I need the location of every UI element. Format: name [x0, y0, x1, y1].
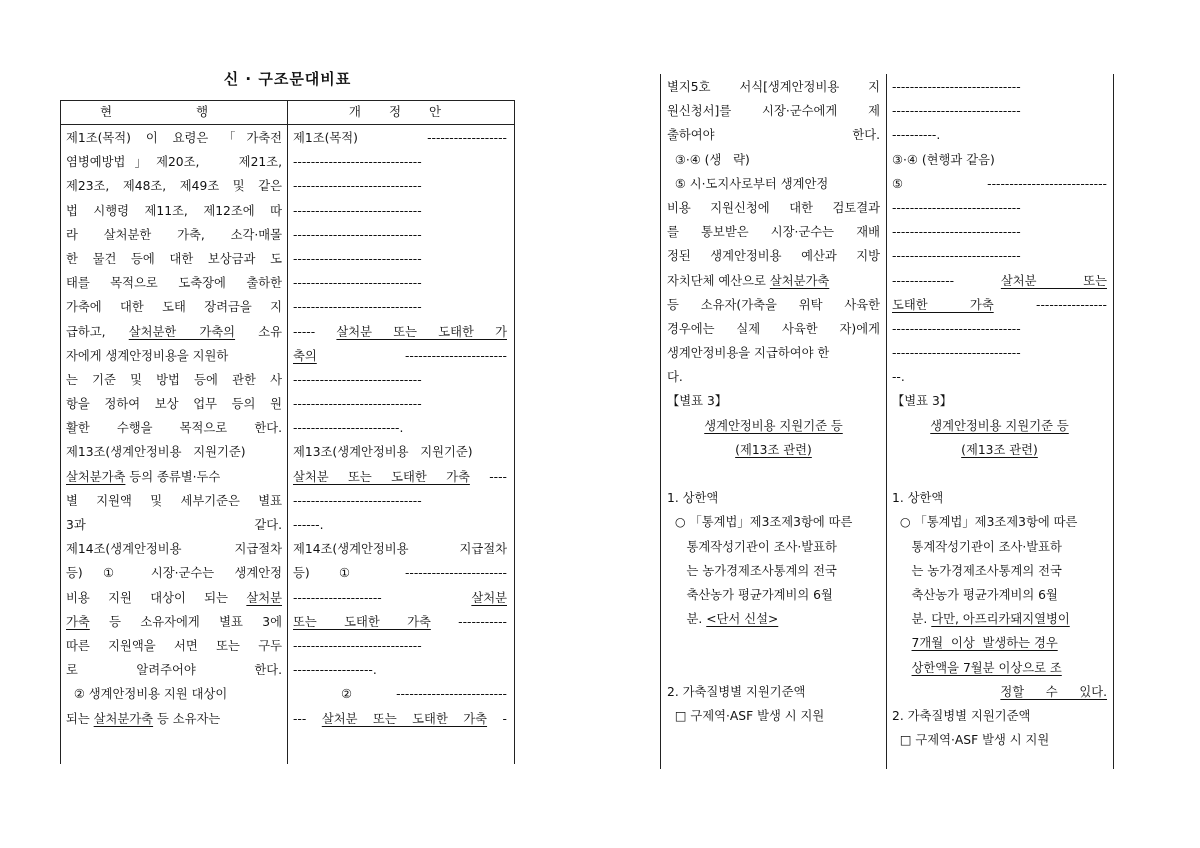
- text-segment: 분.: [667, 612, 707, 627]
- text-segment: -----------------------------: [293, 155, 422, 170]
- underlined-text: 정할 수 있다.: [1000, 684, 1108, 699]
- text-line: [667, 462, 880, 486]
- header-revised: [288, 101, 514, 123]
- text-segment: 3과 같다.: [66, 518, 282, 532]
- underlined-text: 생계안정비용 지원기준 등: [704, 418, 843, 433]
- underlined-text: 가축: [66, 614, 90, 629]
- text-segment: 는 농가경제조사통계의 전국: [667, 563, 837, 578]
- text-segment: 라 살처분한 가축, 소각·매몰: [66, 227, 282, 242]
- text-segment: 소유: [235, 324, 282, 339]
- text-segment: 축산농가 평균가계비의 6월: [892, 587, 1058, 602]
- text-segment: ----------.: [892, 128, 941, 143]
- text-segment: 염병예방법」제20조, 제21조,: [66, 155, 282, 170]
- table-middle-border: [287, 100, 288, 764]
- text-segment: 출하여야 한다.: [667, 128, 880, 143]
- text-line: [892, 631, 1107, 655]
- text-line: [892, 123, 1107, 147]
- text-line: [667, 244, 880, 268]
- text-line: [293, 174, 507, 198]
- underlined-text: (제13조 관련): [961, 442, 1038, 457]
- text-line: [892, 365, 1107, 389]
- text-segment: ----: [469, 469, 507, 484]
- text-line: [892, 438, 1107, 462]
- text-segment: 한 물건 등에 대한 보상금과 도: [66, 251, 282, 266]
- text-line: [66, 440, 282, 464]
- text-segment: -----------: [430, 614, 507, 629]
- text-line: [66, 199, 282, 223]
- text-line: [892, 462, 1107, 486]
- header-current-label: 현 행: [99, 104, 249, 119]
- text-segment: □ 구제역·ASF 발생 시 지원: [892, 733, 1050, 748]
- text-segment: -----------------------------: [293, 397, 422, 412]
- text-segment: 항을 정하여 보상 업무 등의 원: [66, 397, 282, 412]
- text-line: [667, 317, 880, 341]
- text-line: [892, 510, 1107, 534]
- text-line: [293, 489, 507, 513]
- text-segment: -----------------------------: [293, 493, 422, 508]
- text-segment: 등의 종류별·두수: [125, 469, 221, 484]
- text-line: [293, 440, 507, 464]
- text-segment: 축산농가 평균가계비의 6월: [667, 587, 833, 602]
- text-line: [667, 148, 880, 172]
- text-line: [293, 126, 507, 150]
- text-line: [667, 486, 880, 510]
- text-line: [66, 150, 282, 174]
- text-line: [892, 656, 1107, 680]
- table-left-border: [60, 100, 61, 764]
- text-line: [892, 607, 1107, 631]
- text-line: [293, 320, 507, 344]
- text-segment: 자치단체 예산으로: [667, 273, 770, 288]
- text-line: [667, 172, 880, 196]
- text-segment: --.: [892, 370, 905, 385]
- page1-current-column: [66, 126, 282, 731]
- text-segment: ○ 「통계법」제3조제3항에 따른: [667, 515, 853, 530]
- text-segment: --------------------: [293, 590, 472, 605]
- text-segment: 따른 지원액을 서면 또는 구두: [66, 638, 282, 653]
- text-line: [293, 707, 507, 731]
- underlined-text: 생계안정비용 지원기준 등: [930, 418, 1069, 433]
- text-line: [892, 196, 1107, 220]
- text-segment: 제1조(목적) 이 요령은 「가축전: [66, 131, 282, 145]
- text-line: [66, 489, 282, 513]
- text-segment: -----: [293, 324, 337, 339]
- text-line: [667, 583, 880, 607]
- text-segment: 를 통보받은 시장·군수는 재배: [667, 225, 880, 240]
- text-line: [293, 465, 507, 489]
- text-segment: 등 소유자(가축을 위탁 사육한: [667, 297, 880, 312]
- text-line: [892, 486, 1107, 510]
- text-line: [293, 199, 507, 223]
- text-line: [667, 704, 880, 728]
- text-segment: 는 기준 및 방법 등에 관한 사: [66, 372, 282, 387]
- text-segment: [892, 661, 912, 675]
- text-line: [667, 656, 880, 680]
- text-line: [892, 293, 1107, 317]
- text-line: [66, 174, 282, 198]
- text-line: [293, 658, 507, 682]
- text-segment: 통계작성기관이 조사·발표하: [892, 539, 1062, 554]
- text-line: [892, 75, 1107, 99]
- underlined-text: 살처분: [246, 590, 282, 605]
- text-segment: [892, 685, 1000, 699]
- underlined-text: (제13조 관련): [735, 442, 812, 457]
- text-line: [293, 634, 507, 658]
- text-segment: ⑤ 시·도지사로부터 생계안정: [667, 176, 829, 191]
- underlined-text: <단서 신설>: [706, 612, 779, 627]
- text-line: [293, 392, 507, 416]
- text-segment: 로 알려주어야 한다.: [66, 663, 282, 678]
- header-current: [61, 101, 287, 123]
- text-line: [293, 513, 507, 537]
- text-segment: -----------------------------: [892, 80, 1021, 94]
- text-line: [892, 99, 1107, 123]
- text-segment: 경우에는 실제 사육한 자)에게: [667, 321, 880, 336]
- text-line: [892, 269, 1107, 293]
- text-line: [892, 172, 1107, 196]
- text-line: [892, 414, 1107, 438]
- text-segment: -----------------------------: [293, 203, 422, 218]
- text-segment: -----------------------------: [892, 200, 1021, 215]
- text-segment: 는 농가경제조사통계의 전국: [892, 563, 1062, 578]
- page2-revised-column: [892, 75, 1107, 752]
- text-segment: ------------------.: [293, 663, 377, 678]
- text-segment: ② -------------------------: [293, 687, 507, 702]
- text-segment: 활한 수행을 목적으로 한다.: [66, 421, 282, 436]
- text-segment: ------------------------.: [293, 421, 404, 436]
- text-segment: 비용 지원 대상이 되는: [66, 590, 247, 605]
- text-segment: ⑤ ---------------------------: [892, 176, 1107, 191]
- text-line: [293, 271, 507, 295]
- text-line: [293, 416, 507, 440]
- text-segment: 법 시행령 제11조, 제12조에 따: [66, 203, 282, 218]
- text-segment: ③·④ (생 략): [667, 152, 750, 167]
- text-segment: -----------------------------: [293, 276, 422, 291]
- text-line: [892, 341, 1107, 365]
- text-line: [892, 704, 1107, 728]
- text-segment: -----------------------------: [892, 321, 1021, 336]
- page2-left-border: [660, 74, 661, 769]
- text-line: [293, 561, 507, 585]
- underlined-text: 살처분가축: [93, 711, 154, 726]
- text-segment: -: [487, 711, 507, 726]
- text-line: [892, 583, 1107, 607]
- text-segment: 1. 상한액: [892, 491, 944, 506]
- text-segment: -----------------------------: [293, 638, 422, 653]
- text-segment: ----------------: [993, 297, 1107, 312]
- text-line: [667, 510, 880, 534]
- text-segment: 다.: [667, 370, 683, 385]
- text-line: [66, 271, 282, 295]
- page2-current-column: [667, 75, 880, 728]
- page2-middle-border: [886, 74, 887, 769]
- text-segment: 등 소유자는: [153, 711, 221, 726]
- text-line: [667, 293, 880, 317]
- text-segment: [892, 636, 912, 650]
- text-line: [667, 196, 880, 220]
- text-segment: ③·④ (현행과 같음): [892, 152, 995, 167]
- text-line: [66, 223, 282, 247]
- text-segment: 원신청서]를 시장·군수에게 제: [667, 104, 880, 119]
- text-line: [667, 269, 880, 293]
- text-line: [892, 535, 1107, 559]
- text-segment: -----------------------------: [293, 251, 422, 266]
- text-line: [667, 99, 880, 123]
- page1-revised-column: [293, 126, 507, 731]
- text-segment: -----------------------------: [892, 346, 1021, 361]
- text-segment: 가축에 대한 도태 장려금을 지: [66, 300, 282, 315]
- text-line: [66, 368, 282, 392]
- text-segment: 1. 상한액: [667, 491, 719, 506]
- text-line: [667, 220, 880, 244]
- text-line: [66, 610, 282, 634]
- text-line: [892, 559, 1107, 583]
- text-segment: 2. 가축질병별 지원기준액: [892, 708, 1031, 723]
- text-line: [66, 634, 282, 658]
- text-line: [66, 682, 282, 706]
- text-segment: 급하고,: [66, 324, 129, 339]
- text-line: [892, 728, 1107, 752]
- text-line: [66, 513, 282, 537]
- underlined-text: 다만, 아프리카돼지열병이: [931, 612, 1070, 627]
- text-segment: -----------------------------: [293, 300, 422, 315]
- text-segment: 제13조(생계안정비용 지원기준): [293, 445, 473, 460]
- text-line: [667, 680, 880, 704]
- text-segment: 정된 생계안정비용 예산과 지방: [667, 249, 880, 264]
- text-segment: 【별표 3】: [667, 394, 728, 409]
- text-line: [66, 416, 282, 440]
- text-segment: 제14조(생계안정비용 지급절차: [293, 542, 507, 557]
- underlined-text: 살처분가축: [66, 469, 126, 484]
- text-line: [892, 220, 1107, 244]
- text-segment: -----------------------------: [892, 104, 1021, 119]
- text-line: [66, 586, 282, 610]
- underlined-text: 살처분한 가축의: [128, 324, 236, 339]
- underlined-text: 축의: [293, 348, 317, 363]
- text-segment: 등 소유자에게 별표 3에: [89, 614, 282, 629]
- text-line: [293, 223, 507, 247]
- text-segment: 제1조(목적) ------------------: [293, 131, 507, 145]
- text-line: [892, 244, 1107, 268]
- underlined-text: 살처분 또는: [1000, 273, 1107, 288]
- text-segment: 통계작성기관이 조사·발표하: [667, 539, 837, 554]
- text-line: [667, 559, 880, 583]
- text-segment: ② 생계안정비용 지원 대상이: [66, 687, 228, 702]
- text-segment: -----------------------------: [293, 372, 422, 387]
- underlined-text: 살처분가축: [769, 273, 830, 288]
- text-line: [892, 389, 1107, 413]
- text-line: [293, 247, 507, 271]
- text-line: [667, 535, 880, 559]
- text-line: [293, 586, 507, 610]
- text-line: [293, 150, 507, 174]
- underlined-text: 살처분 또는 도태한 가축: [321, 711, 488, 726]
- text-line: [66, 344, 282, 368]
- text-segment: 자에게 생계안정비용을 지원하: [66, 348, 229, 363]
- text-line: [66, 295, 282, 319]
- text-segment: 제14조(생계안정비용 지급절차: [66, 542, 282, 557]
- text-line: [293, 537, 507, 561]
- text-line: [892, 317, 1107, 341]
- text-segment: □ 구제역·ASF 발생 시 지원: [667, 708, 825, 723]
- table-right-border: [514, 100, 515, 764]
- text-segment: 분.: [892, 612, 932, 627]
- text-line: [293, 368, 507, 392]
- text-segment: 등) ① -----------------------: [293, 566, 507, 581]
- page2-right-border: [1113, 74, 1114, 769]
- text-segment: -----------------------: [316, 348, 507, 363]
- text-line: [892, 680, 1107, 704]
- text-line: [667, 414, 880, 438]
- text-line: [293, 295, 507, 319]
- text-segment: --------------: [892, 273, 1001, 288]
- text-segment: 태를 목적으로 도축장에 출하한: [66, 276, 282, 291]
- text-segment: -----------------------------: [892, 225, 1021, 240]
- text-segment: -----------------------------: [892, 249, 1021, 264]
- text-segment: -----------------------------: [293, 179, 422, 194]
- underlined-text: 또는 도태한 가축: [293, 614, 431, 629]
- text-line: [667, 341, 880, 365]
- text-segment: 비용 지원신청에 대한 검토결과: [667, 200, 880, 215]
- text-line: [667, 365, 880, 389]
- text-segment: ---: [293, 711, 322, 726]
- text-segment: 제13조(생계안정비용 지원기준): [66, 445, 246, 460]
- text-segment: 등) ① 시장·군수는 생계안정: [66, 566, 282, 581]
- text-line: [667, 631, 880, 655]
- text-line: [66, 392, 282, 416]
- text-segment: ○ 「통계법」제3조제3항에 따른: [892, 515, 1078, 530]
- text-line: [892, 148, 1107, 172]
- document-title: 신 · 구조문대비표: [223, 70, 352, 88]
- text-line: [66, 247, 282, 271]
- text-line: [66, 537, 282, 561]
- text-segment: 제23조, 제48조, 제49조 및 같은: [66, 179, 282, 194]
- text-line: [66, 126, 282, 150]
- text-line: [667, 389, 880, 413]
- text-line: [66, 658, 282, 682]
- text-segment: 【별표 3】: [892, 394, 953, 409]
- underlined-text: 도태한 가축: [892, 297, 994, 312]
- underlined-text: 살처분: [471, 590, 507, 605]
- text-segment: 별지5호 서식[생계안정비용 지: [667, 80, 880, 94]
- underlined-text: 살처분 또는 도태한 가: [336, 324, 507, 339]
- text-line: [667, 607, 880, 631]
- text-line: [66, 465, 282, 489]
- underlined-text: 상한액을 7월분 이상으로 조: [911, 660, 1062, 675]
- underlined-text: 7개월 이상 발생하는 경우: [911, 636, 1058, 651]
- text-segment: 2. 가축질병별 지원기준액: [667, 684, 806, 699]
- text-line: [667, 438, 880, 462]
- underlined-text: 살처분 또는 도태한 가축: [293, 469, 470, 484]
- text-line: [66, 707, 282, 731]
- text-line: [667, 75, 880, 99]
- text-segment: 생계안정비용을 지급하여야 한: [667, 346, 830, 361]
- header-revised-label: 개 정 안: [348, 104, 454, 119]
- text-line: [667, 123, 880, 147]
- text-line: [66, 561, 282, 585]
- text-segment: ------.: [293, 518, 324, 532]
- text-line: [66, 320, 282, 344]
- text-line: [293, 610, 507, 634]
- text-line: [293, 682, 507, 706]
- text-segment: 되는: [66, 711, 94, 726]
- text-segment: -----------------------------: [293, 227, 422, 242]
- text-segment: 별 지원액 및 세부기준은 별표: [66, 493, 282, 508]
- text-line: [293, 344, 507, 368]
